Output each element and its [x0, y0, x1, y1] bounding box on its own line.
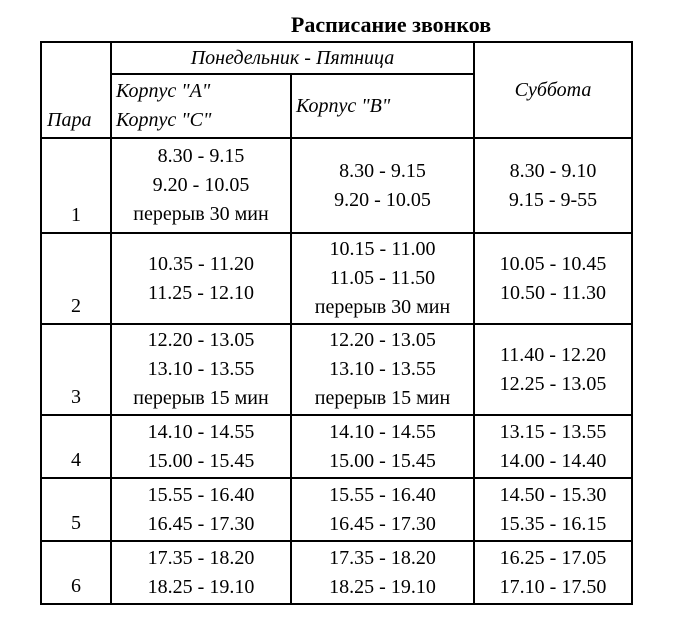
cell-saturday	[474, 478, 632, 541]
break-note: перерыв 30 мин	[133, 203, 269, 225]
time-slot: 10.35 - 11.20	[148, 252, 254, 275]
time-slot: 14.50 - 15.30	[499, 483, 607, 506]
cell-building-ac	[111, 478, 291, 541]
para-number: 6	[41, 541, 111, 604]
time-slot: 9.15 - 9-55	[508, 188, 598, 211]
cell-saturday	[474, 415, 632, 478]
table-row	[41, 138, 632, 233]
time-slot: 8.30 - 9.15	[339, 159, 426, 182]
time-slot: 16.25 - 17.05	[499, 546, 607, 569]
time-slot: 12.25 - 13.05	[499, 372, 607, 395]
cell-building-ac	[111, 233, 291, 324]
header-weekdays: Понедельник - Пятница	[111, 42, 474, 74]
time-slot: 12.20 - 13.05	[147, 329, 255, 351]
page-title: Расписание звонков	[290, 12, 492, 37]
time-slot: 10.05 - 10.45	[499, 252, 607, 275]
para-number: 3	[41, 324, 111, 415]
cell-building-b	[291, 233, 474, 324]
time-slot: 15.35 - 16.15	[499, 512, 607, 535]
cell-saturday	[474, 233, 632, 324]
time-slot: 17.35 - 18.20	[329, 546, 436, 569]
cell-saturday	[474, 138, 632, 233]
time-slot: 13.15 - 13.55	[499, 420, 607, 443]
time-slot: 9.20 - 10.05	[334, 188, 431, 211]
cell-building-b	[291, 478, 474, 541]
para-number: 1	[41, 138, 111, 233]
time-slot: 10.15 - 11.00	[329, 238, 436, 260]
time-slot: 11.25 - 12.10	[148, 281, 254, 304]
cell-saturday	[474, 324, 632, 415]
header-building-b: Корпус "В"	[291, 74, 474, 138]
time-slot: 15.55 - 16.40	[147, 483, 255, 506]
time-slot: 16.45 - 17.30	[147, 512, 255, 535]
time-slot: 14.10 - 14.55	[147, 420, 255, 443]
cell-building-ac	[111, 415, 291, 478]
time-slot: 14.00 - 14.40	[499, 449, 607, 472]
schedule-table	[40, 41, 633, 605]
para-number: 5	[41, 478, 111, 541]
table-row	[41, 324, 632, 415]
para-number: 4	[41, 415, 111, 478]
time-slot: 17.35 - 18.20	[147, 546, 255, 569]
break-note: перерыв 30 мин	[314, 296, 451, 318]
time-slot: 11.40 - 12.20	[500, 343, 606, 366]
time-slot: 10.50 - 11.30	[500, 281, 606, 304]
time-slot: 8.30 - 9.15	[157, 145, 245, 167]
header-building-a: Корпус "А"	[116, 80, 211, 102]
time-slot: 14.10 - 14.55	[329, 420, 436, 443]
time-slot: 11.05 - 11.50	[329, 267, 436, 289]
time-slot: 15.55 - 16.40	[329, 483, 436, 506]
header-building-c: Корпус "С"	[116, 109, 212, 131]
time-slot: 13.10 - 13.55	[147, 358, 255, 380]
break-note: перерыв 15 мин	[133, 387, 269, 409]
time-slot: 15.00 - 15.45	[329, 449, 436, 472]
header-saturday: Суббота	[474, 42, 632, 138]
para-number: 2	[41, 233, 111, 324]
table-row	[41, 415, 632, 478]
cell-building-b	[291, 138, 474, 233]
time-slot: 8.30 - 9.10	[509, 159, 597, 182]
time-slot: 18.25 - 19.10	[329, 575, 436, 598]
cell-building-ac	[111, 138, 291, 233]
time-slot: 9.20 - 10.05	[152, 174, 250, 196]
cell-building-ac	[111, 324, 291, 415]
break-note: перерыв 15 мин	[314, 387, 451, 409]
cell-saturday	[474, 541, 632, 604]
table-row	[41, 541, 632, 604]
time-slot: 15.00 - 15.45	[147, 449, 255, 472]
cell-building-b	[291, 415, 474, 478]
time-slot: 13.10 - 13.55	[329, 358, 436, 380]
time-slot: 16.45 - 17.30	[329, 512, 436, 535]
header-row	[41, 42, 632, 74]
header-building-ac	[111, 74, 291, 138]
time-slot: 18.25 - 19.10	[147, 575, 255, 598]
time-slot: 12.20 - 13.05	[329, 329, 436, 351]
table-row	[41, 478, 632, 541]
header-para: Пара	[41, 42, 111, 138]
table-row	[41, 233, 632, 324]
cell-building-b	[291, 541, 474, 604]
time-slot: 17.10 - 17.50	[499, 575, 607, 598]
cell-building-b	[291, 324, 474, 415]
cell-building-ac	[111, 541, 291, 604]
